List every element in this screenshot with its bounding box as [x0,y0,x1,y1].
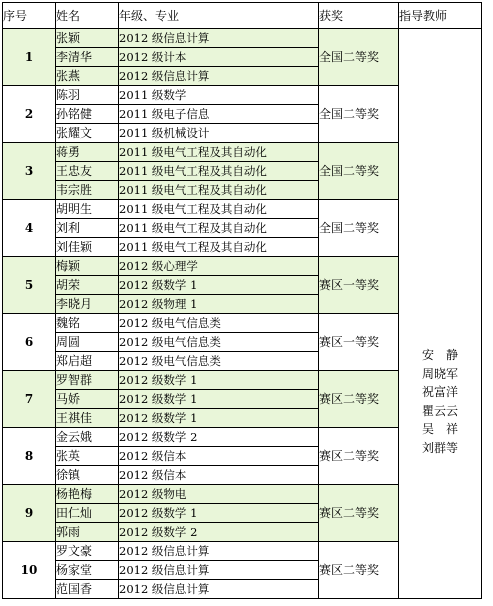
header-major: 年级、专业 [119,3,319,29]
student-major: 2012 级信本 [119,466,319,485]
student-major: 2012 级数学 2 [119,428,319,447]
student-name: 陈羽 [56,86,119,105]
student-major: 2012 级心理学 [119,257,319,276]
student-major: 2011 级电子信息 [119,105,319,124]
student-name: 杨家堂 [56,561,119,580]
student-major: 2011 级电气工程及其自动化 [119,200,319,219]
header-award: 获奖 [319,3,399,29]
group-award: 全国二等奖 [319,29,399,86]
student-major: 2011 级电气工程及其自动化 [119,219,319,238]
student-name: 周圆 [56,333,119,352]
advisor-name: 周晓军 [421,366,458,381]
student-major: 2012 级信息计算 [119,580,319,599]
student-major: 2012 级信息计算 [119,67,319,86]
student-major: 2012 级数学 1 [119,504,319,523]
advisor-cell [399,29,482,599]
student-name: 杨艳梅 [56,485,119,504]
student-name: 李清华 [56,48,119,67]
group-number: 1 [3,29,56,86]
group-award: 赛区一等奖 [319,257,399,314]
student-name: 金云娥 [56,428,119,447]
student-name: 张英 [56,447,119,466]
group-number: 3 [3,143,56,200]
student-name: 马娇 [56,390,119,409]
student-name: 魏铭 [56,314,119,333]
student-name: 刘佳颖 [56,238,119,257]
group-award: 全国二等奖 [319,143,399,200]
header-teacher: 指导教师 [399,3,482,29]
student-name: 郑启超 [56,352,119,371]
student-major: 2012 级计本 [119,48,319,67]
student-name: 罗文豪 [56,542,119,561]
student-major: 2011 级电气工程及其自动化 [119,238,319,257]
group-number: 2 [3,86,56,143]
group-number: 7 [3,371,56,428]
student-name: 胡荣 [56,276,119,295]
student-major: 2012 级信息计算 [119,561,319,580]
student-major: 2012 级电气信息类 [119,352,319,371]
header-name: 姓名 [56,3,119,29]
student-name: 范国香 [56,580,119,599]
student-name: 徐镇 [56,466,119,485]
student-name: 郭雨 [56,523,119,542]
group-number: 9 [3,485,56,542]
student-major: 2012 级物电 [119,485,319,504]
student-major: 2012 级数学 1 [119,276,319,295]
student-major: 2011 级电气工程及其自动化 [119,181,319,200]
student-major: 2012 级物理 1 [119,295,319,314]
group-award: 赛区二等奖 [319,428,399,485]
student-major: 2012 级信本 [119,447,319,466]
table-row [3,29,482,48]
advisor-name: 祝富洋 [421,385,458,399]
student-name: 罗智群 [56,371,119,390]
group-award: 赛区二等奖 [319,542,399,599]
student-name: 韦宗胜 [56,181,119,200]
group-award: 赛区二等奖 [319,485,399,542]
student-major: 2011 级机械设计 [119,124,319,143]
student-major: 2012 级数学 1 [119,371,319,390]
student-major: 2012 级数学 2 [119,523,319,542]
group-number: 6 [3,314,56,371]
group-award: 全国二等奖 [319,86,399,143]
student-major: 2012 级数学 1 [119,409,319,428]
group-award: 全国二等奖 [319,200,399,257]
advisor-name: 瞿云云 [421,403,458,418]
advisor-name: 吴 祥 [421,422,458,436]
student-name: 田仁灿 [56,504,119,523]
student-name: 王祺佳 [56,409,119,428]
advisor-name: 刘群等 [421,440,458,455]
awards-body [3,29,482,599]
student-name: 梅颖 [56,257,119,276]
student-major: 2012 级信息计算 [119,29,319,48]
student-name: 孙铭健 [56,105,119,124]
student-major: 2012 级电气信息类 [119,333,319,352]
student-name: 李晓月 [56,295,119,314]
student-major: 2012 级电气信息类 [119,314,319,333]
student-name: 胡明生 [56,200,119,219]
awards-table [2,2,482,599]
student-name: 张燕 [56,67,119,86]
group-award: 赛区一等奖 [319,314,399,371]
student-major: 2011 级电气工程及其自动化 [119,162,319,181]
student-major: 2011 级电气工程及其自动化 [119,143,319,162]
group-number: 4 [3,200,56,257]
student-major: 2011 级数学 [119,86,319,105]
group-award: 赛区二等奖 [319,371,399,428]
student-name: 张耀文 [56,124,119,143]
student-name: 王忠友 [56,162,119,181]
advisor-name: 安 静 [421,348,458,362]
header-seq: 序号 [3,3,56,29]
header-row [3,3,482,29]
student-name: 刘利 [56,219,119,238]
advisor-list [399,29,481,457]
group-number: 10 [3,542,56,599]
group-number: 8 [3,428,56,485]
student-name: 张颖 [56,29,119,48]
student-name: 蒋勇 [56,143,119,162]
student-major: 2012 级数学 1 [119,390,319,409]
student-major: 2012 级信息计算 [119,542,319,561]
group-number: 5 [3,257,56,314]
